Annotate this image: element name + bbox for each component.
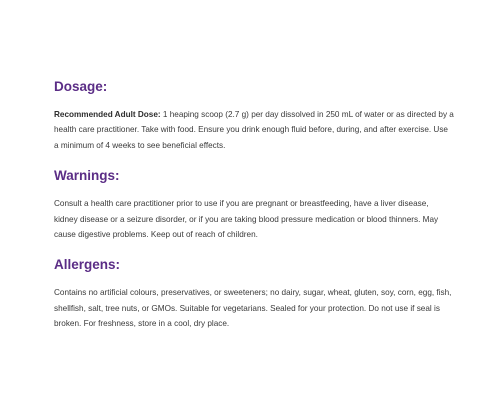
dosage-heading: Dosage:: [54, 79, 108, 94]
dosage-text: [54, 107, 454, 153]
dosage-section: [54, 78, 454, 153]
warnings-section: [54, 167, 454, 242]
allergens-section: [54, 256, 454, 331]
dosage-description: 1 heaping scoop (2.7 g) per day dissolved in 250 mL of water or as directed by a health care practitioner. Take with food. Ensure you drink enough fluid before, during, and after exercise. Use a minimum of 4 weeks to see beneficial effects.: [54, 110, 454, 150]
allergens-text: Contains no artificial colours, preservatives, or sweeteners; no dairy, sugar, wheat, gluten, soy, corn, egg, fish, shellfish, salt, tree nuts, or GMOs. Suitable for vegetarians. Sealed for your protection. Do not use if seal is broken. For freshness, store in a cool, dry place.: [54, 288, 452, 329]
recommended-dose-label: Recommended Adult Dose:: [54, 110, 161, 119]
warnings-text: Consult a health care practitioner prior to use if you are pregnant or breastfeeding, have a liver disease, kidney disease or a seizure disorder, or if you are taking blood pressure medication or blood thinners. May cause digestive problems. Keep out of reach of children.: [54, 199, 439, 240]
allergens-heading: Allergens:: [54, 257, 121, 273]
product-info-content: [54, 78, 454, 332]
warnings-heading: Warnings:: [54, 168, 120, 184]
